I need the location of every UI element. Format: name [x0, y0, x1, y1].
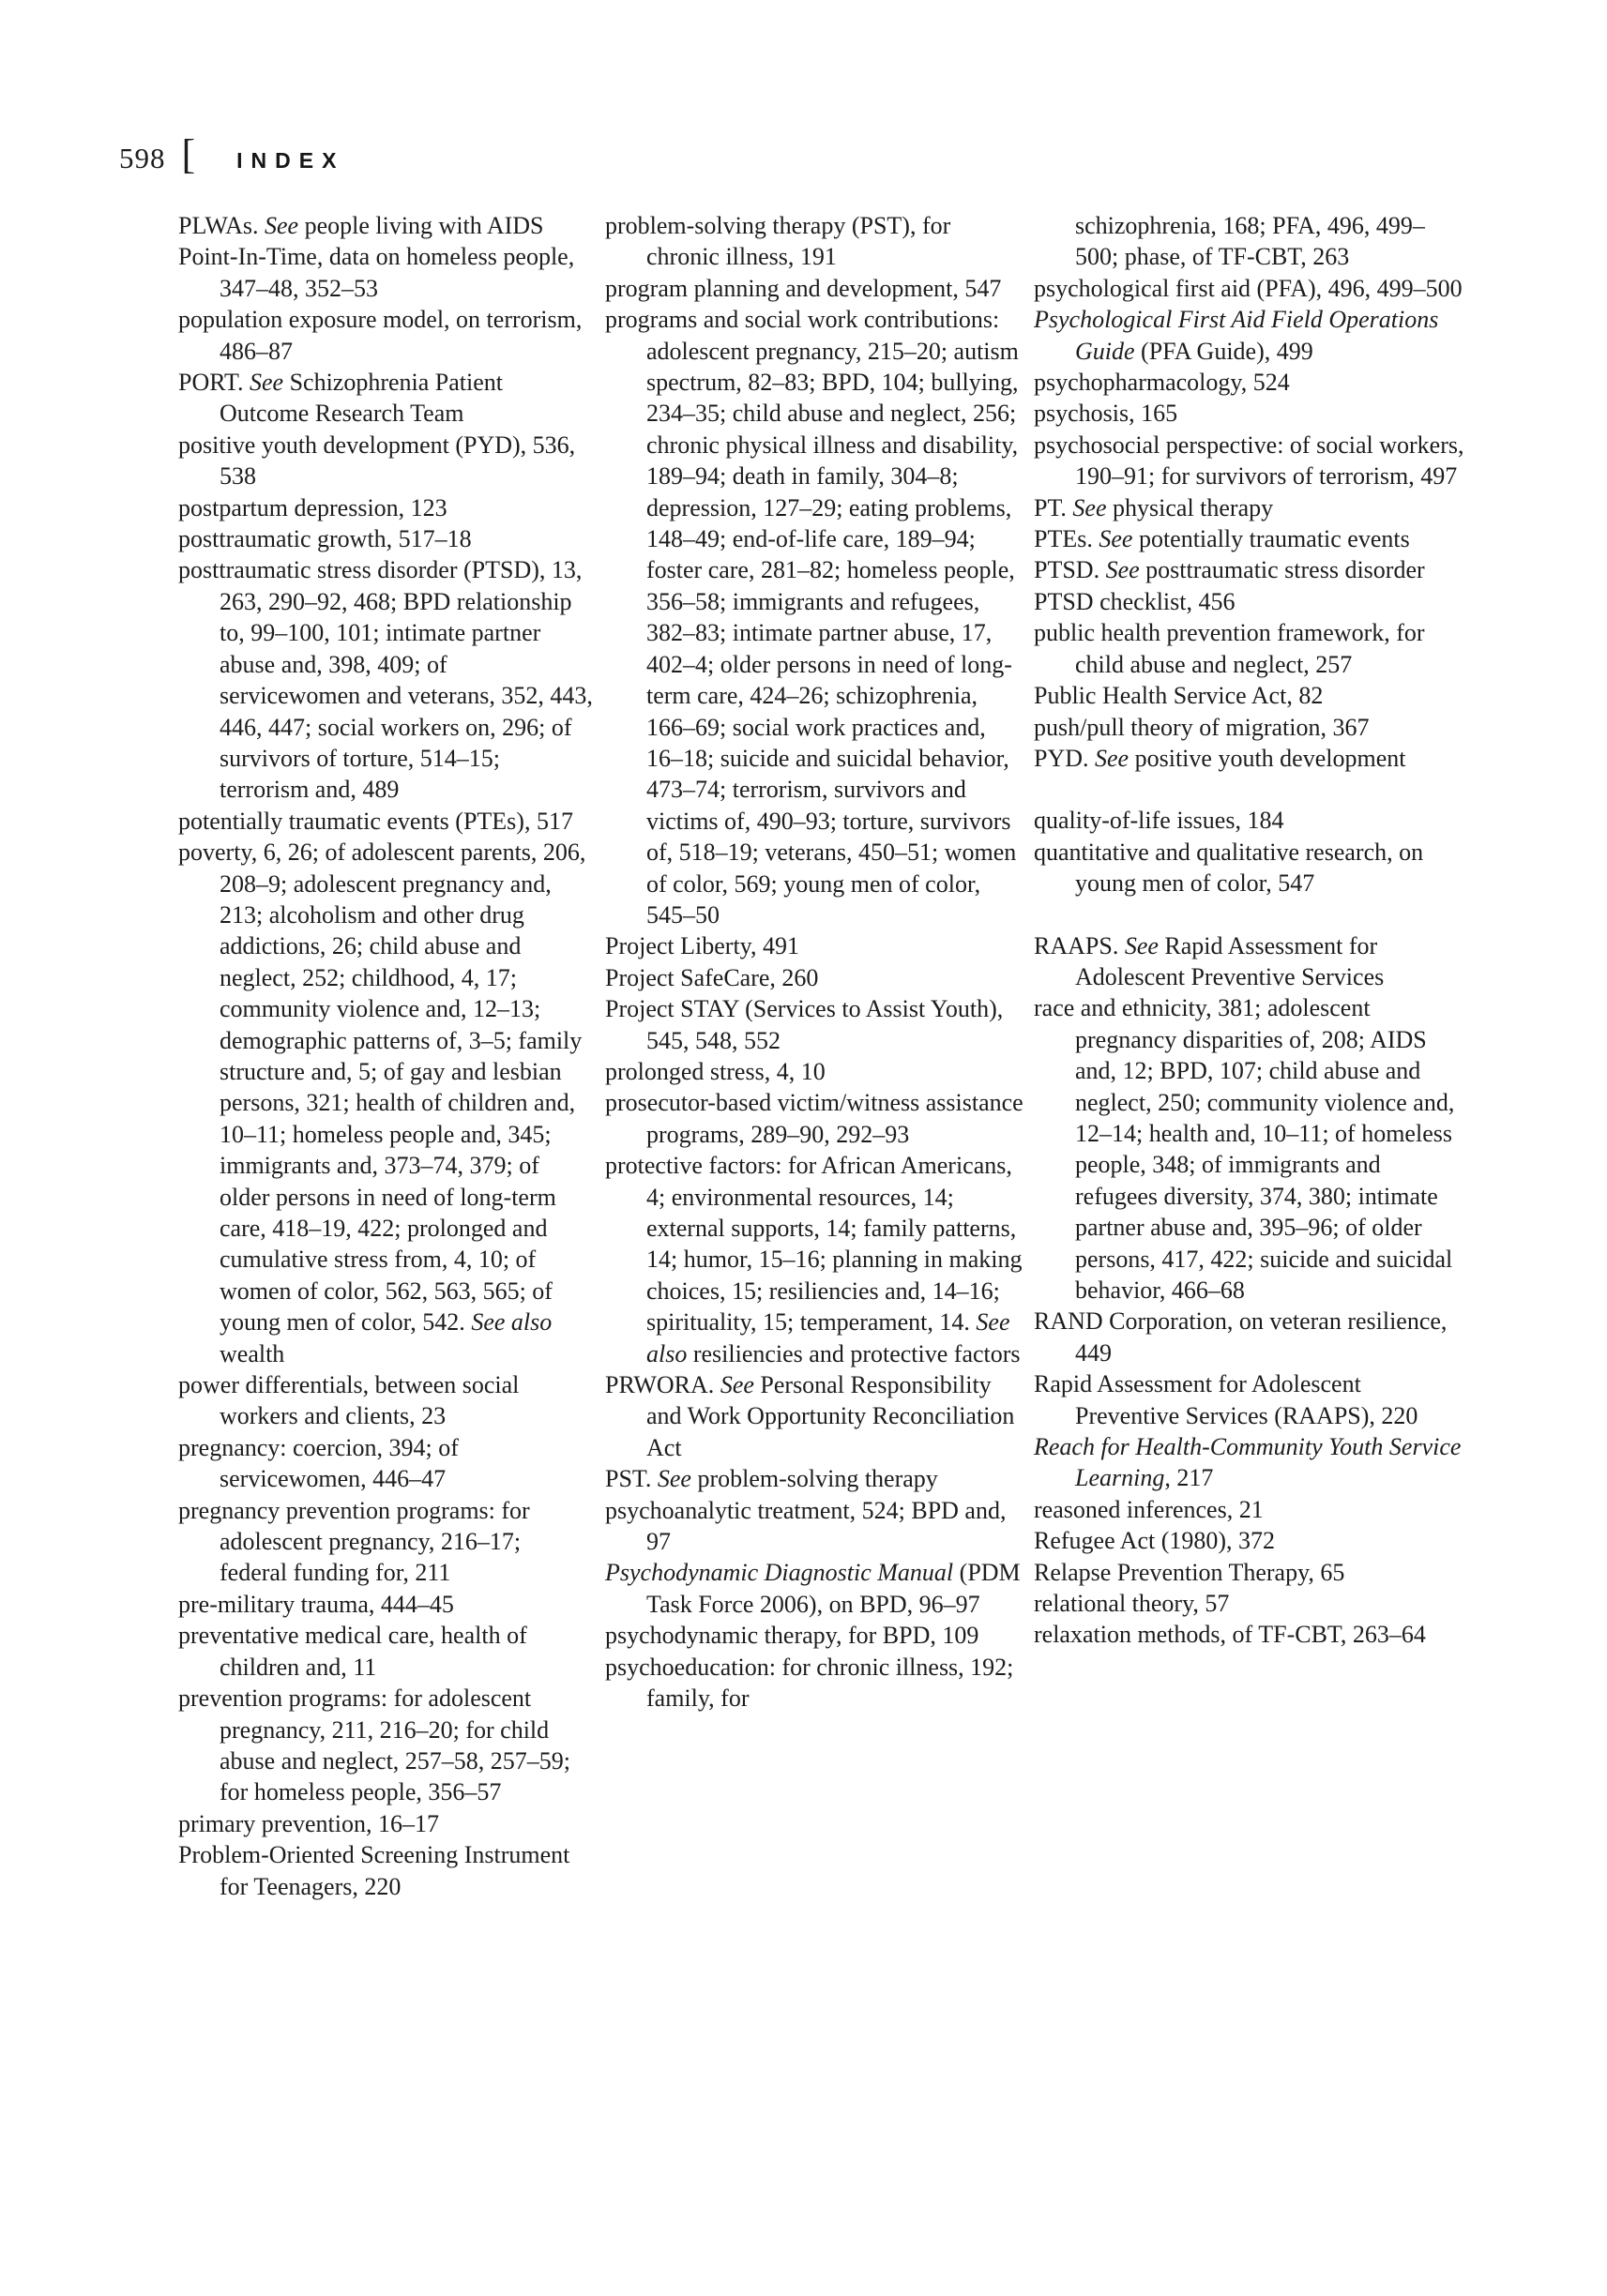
index-entry-text: program planning and development, 547	[605, 274, 1002, 302]
index-entry-text: PORT.	[178, 369, 250, 397]
index-column-1	[178, 210, 594, 1902]
index-entry	[178, 1839, 594, 1902]
index-entry	[1034, 1431, 1465, 1494]
index-entry-text: psychosis, 165	[1034, 400, 1178, 428]
index-entry	[605, 1369, 1025, 1463]
index-entry-text: psychopharmacology, 524	[1034, 369, 1290, 397]
index-entry	[1034, 1494, 1465, 1525]
index-entry	[1034, 712, 1465, 743]
index-entry	[605, 1652, 1025, 1714]
index-entry-text: Point-In-Time, data on homeless people, 347–48, 352–53	[178, 243, 575, 302]
index-entry	[605, 1463, 1025, 1494]
index-entry	[1034, 1588, 1465, 1619]
index-entry	[178, 806, 594, 837]
index-entry	[605, 1087, 1025, 1150]
index-entry-text: PST.	[605, 1465, 658, 1493]
index-entry	[1034, 273, 1465, 304]
index-entry-italic-text: See also	[471, 1308, 553, 1337]
index-entry	[1034, 1557, 1465, 1588]
index-entry-text: (PDM Task Force 2006), on BPD, 96–97	[646, 1559, 1021, 1618]
index-entry	[605, 930, 1025, 961]
index-entry	[1034, 492, 1465, 523]
index-entry	[178, 523, 594, 554]
index-entry-text: psychosocial perspective: of social workers, 190–91; for survivors of terrorism, 497	[1034, 430, 1464, 491]
index-entry	[1034, 523, 1465, 554]
index-entry	[1034, 586, 1465, 617]
index-entry-text: pregnancy prevention programs: for adolescent pregnancy, 216–17; federal funding for, 211	[178, 1496, 530, 1587]
index-entry	[1034, 1368, 1465, 1431]
index-entry-text: psychoeducation: for chronic illness, 192; family, for	[605, 1653, 1014, 1713]
index-entry-text: public health prevention framework, for child abuse and neglect, 257	[1034, 619, 1425, 678]
index-entry	[178, 210, 594, 241]
index-entry-text: PT.	[1034, 493, 1073, 521]
index-entry-text: posttraumatic stress disorder (PTSD), 13, 263, 290–92, 468; BPD relationship to, 99–100, 101; intimate partner abuse and, 398, 409; of servicewomen and veterans, 352, 443, 446, 447; social workers on, 296; of survivors of torture, 514–15; terrorism and, 489	[178, 556, 593, 804]
index-entry	[605, 210, 1025, 273]
index-entry-italic-text: Psychological First Aid Field Operations Guide	[1034, 306, 1439, 365]
index-entry	[1034, 805, 1465, 836]
index-entry-text: prolonged stress, 4, 10	[605, 1057, 826, 1085]
index-entry	[1034, 430, 1465, 492]
index-entry-text: prosecutor-based victim/witness assistance programs, 289–90, 292–93	[605, 1089, 1023, 1148]
index-entry	[178, 837, 594, 1369]
index-entry	[605, 304, 1025, 930]
index-entry-italic-text: See also	[646, 1308, 1010, 1367]
index-entry	[1034, 992, 1465, 1306]
index-entry-italic-text: See	[1095, 744, 1129, 772]
index-entry	[178, 1589, 594, 1620]
index-entry-text: problem-solving therapy (PST), for chronic illness, 191	[605, 212, 951, 271]
index-entry-text: race and ethnicity, 381; adolescent pregnancy disparities of, 208; AIDS and, 12; BPD, 107; child abuse and neglect, 250; community violence and, 12–14; health and, 10–11; of homeless people, 348; of immigrants and refugees diversity, 374, 380; intimate partner abuse and, 395–96; of older persons, 417, 422; suicide and suicidal behavior, 466–68	[1034, 994, 1455, 1304]
index-entry-text: psychoanalytic treatment, 524; BPD and, 97	[605, 1496, 1007, 1556]
index-entry	[1034, 837, 1465, 899]
index-entry-text: poverty, 6, 26; of adolescent parents, 206, 208–9; adolescent pregnancy and, 213; alcoholism and other drug addictions, 26; child abuse and neglect, 252; childhood, 4, 17; community violence and, 12–13; demographic patterns of, 3–5; family structure and, 5; of gay and lesbian persons, 321; health of children and, 10–11; homeless people and, 345; immigrants and, 373–74, 379; of older persons in need of long-term care, 418–19, 422; prolonged and cumulative stress from, 4, 10; of women of color, 562, 563, 565; of young men of color, 542.	[178, 838, 586, 1337]
index-entry-text: programs and social work contributions: adolescent pregnancy, 215–20; autism spectrum, 82–83; BPD, 104; bullying, 234–35; child abuse and neglect, 256; chronic physical illness and disability, 189–94; death in family, 304–8; depression, 127–29; eating problems, 148–49; end-of-life care, 189–94; foster care, 281–82; homeless people, 356–58; immigrants and refugees, 382–83; intimate partner abuse, 17, 402–4; older persons in need of long-term care, 424–26; schizophrenia, 166–69; social work practices and, 16–18; suicide and suicidal behavior, 473–74; terrorism, survivors and victims of, 490–93; torture, survivors of, 518–19; veterans, 450–51; women of color, 569; young men of color, 545–50	[605, 306, 1019, 929]
index-entry	[178, 1620, 594, 1683]
index-entry-text: pre-military trauma, 444–45	[178, 1590, 454, 1618]
index-entry	[1034, 367, 1465, 398]
index-entry-text: psychological first aid (PFA), 496, 499–500	[1034, 274, 1463, 302]
index-entry	[1034, 617, 1465, 680]
index-column-3	[1034, 210, 1465, 1651]
index-entry	[605, 1495, 1025, 1558]
index-entry-text: Rapid Assessment for Adolescent Preventive Services	[1075, 931, 1385, 990]
index-column-2	[605, 210, 1025, 1714]
index-entry-text: push/pull theory of migration, 367	[1034, 713, 1370, 741]
index-entry-text: Project Liberty, 491	[605, 932, 799, 960]
index-entry-text: Problem-Oriented Screening Instrument for Teenagers, 220	[178, 1841, 570, 1900]
index-entry	[178, 241, 594, 304]
index-entry-text: posttraumatic stress disorder	[1139, 556, 1425, 584]
index-entry-text: reasoned inferences, 21	[1034, 1495, 1264, 1523]
header-bracket: [	[181, 131, 196, 177]
page-header	[119, 131, 345, 177]
index-entry	[1034, 210, 1465, 273]
index-entry	[178, 430, 594, 492]
index-entry	[1034, 1525, 1465, 1556]
index-entry-text: , 217	[1164, 1464, 1214, 1492]
index-entry	[1034, 554, 1465, 585]
index-entry-text: Refugee Act (1980), 372	[1034, 1527, 1276, 1555]
index-entry-text: Public Health Service Act, 82	[1034, 682, 1324, 710]
index-entry-text: Project SafeCare, 260	[605, 963, 819, 991]
index-entry	[605, 1056, 1025, 1087]
index-entry-text: prevention programs: for adolescent pregnancy, 211, 216–20; for child abuse and neglect, 257–58, 257–59; for homeless people, 356–57	[178, 1684, 571, 1806]
index-entry-text: (PFA Guide), 499	[1134, 337, 1313, 365]
index-entry-text: potentially traumatic events (PTEs), 517	[178, 807, 573, 835]
index-entry	[178, 1683, 594, 1808]
index-entry-text: quantitative and qualitative research, on young men of color, 547	[1034, 838, 1424, 898]
index-entry-text: Project STAY (Services to Assist Youth), 545, 548, 552	[605, 995, 1004, 1054]
index-entry	[605, 993, 1025, 1056]
index-entry-italic-text: See	[657, 1465, 691, 1493]
index-entry	[178, 1495, 594, 1589]
index-entry-italic-text: See	[264, 212, 299, 239]
index-entry	[1034, 398, 1465, 429]
index-entry	[178, 1369, 594, 1432]
page-number: 598	[119, 142, 166, 174]
index-entry-italic-text: See	[720, 1371, 754, 1399]
index-entry-text: resiliencies and protective factors	[687, 1339, 1021, 1367]
index-entry-text: PTSD.	[1034, 556, 1106, 584]
index-entry-text: population exposure model, on terrorism, 486–87	[178, 306, 583, 365]
index-entry-text: PLWAs.	[178, 212, 265, 239]
index-entry-text: posttraumatic growth, 517–18	[178, 525, 472, 553]
index-entry	[178, 554, 594, 805]
index-entry	[605, 273, 1025, 304]
index-entry	[178, 1808, 594, 1839]
index-entry	[178, 304, 594, 367]
index-entry-text: postpartum depression, 123	[178, 493, 447, 521]
index-entry	[1034, 680, 1465, 711]
index-entry	[1034, 1619, 1465, 1650]
index-entry-text: psychodynamic therapy, for BPD, 109	[605, 1622, 979, 1650]
index-entry	[1034, 304, 1465, 367]
index-entry-text: Relapse Prevention Therapy, 65	[1034, 1558, 1345, 1586]
index-entry-text: positive youth development	[1129, 744, 1406, 772]
index-entry-text: PTSD checklist, 456	[1034, 587, 1236, 615]
index-entry-text: quality-of-life issues, 184	[1034, 807, 1284, 835]
index-entry-text: RAAPS.	[1034, 931, 1125, 959]
index-entry-italic-text: Psychodynamic Diagnostic Manual	[605, 1559, 954, 1587]
index-entry-text: schizophrenia, 168; PFA, 496, 499–500; phase, of TF-CBT, 263	[1075, 212, 1425, 271]
index-entry-italic-text: See	[249, 369, 284, 397]
index-entry	[605, 1557, 1025, 1620]
index-entry-text: physical therapy	[1106, 493, 1274, 521]
index-entry-text: PYD.	[1034, 744, 1096, 772]
index-entry	[1034, 743, 1465, 774]
index-entry-text: Rapid Assessment for Adolescent Preventive Services (RAAPS), 220	[1034, 1370, 1418, 1429]
index-entry-text: PTEs.	[1034, 525, 1099, 553]
index-entry-italic-text: See	[1105, 556, 1140, 584]
index-entry-text: preventative medical care, health of children and, 11	[178, 1622, 527, 1681]
index-entry	[605, 1620, 1025, 1651]
index-entry	[178, 1432, 594, 1495]
index-entry	[178, 492, 594, 523]
index-entry-text: pregnancy: coercion, 394; of servicewomen, 446–47	[178, 1433, 459, 1493]
index-entry-italic-text: See	[1072, 493, 1107, 521]
index-entry-text: positive youth development (PYD), 536, 538	[178, 430, 576, 491]
index-entry-text: relaxation methods, of TF-CBT, 263–64	[1034, 1621, 1426, 1649]
index-entry-italic-text: See	[1099, 525, 1133, 553]
index-entry-text: PRWORA.	[605, 1371, 720, 1399]
index-entry-text: Schizophrenia Patient Outcome Research Team	[220, 369, 503, 428]
index-entry	[1034, 1306, 1465, 1368]
index-entry-italic-text: Reach for Health-Community Youth Service Learning	[1034, 1433, 1462, 1492]
index-entry-text: primary prevention, 16–17	[178, 1809, 439, 1837]
index-entry-text: problem-solving therapy	[690, 1465, 938, 1493]
index-entry	[1034, 930, 1465, 993]
index-entry	[178, 367, 594, 430]
index-entry-text: wealth	[220, 1339, 285, 1367]
index-entry-text: potentially traumatic events	[1132, 525, 1410, 553]
index-entry-text: Personal Responsibility and Work Opportunity Reconciliation Act	[646, 1371, 1015, 1461]
index-entry	[605, 1150, 1025, 1369]
index-entry-text: RAND Corporation, on veteran resilience, 449	[1034, 1307, 1448, 1367]
index-entry-text: people living with AIDS	[298, 212, 544, 239]
index-entry-text: protective factors: for African Americans, 4; environmental resources, 14; external supports, 14; family patterns, 14; humor, 15–16; planning in making choices, 15; resiliencies and, 14–16; spirituality, 15; temperament, 14.	[605, 1152, 1023, 1337]
page-title: INDEX	[236, 148, 345, 173]
index-entry-italic-text: See	[1124, 931, 1159, 959]
index-entry	[605, 962, 1025, 993]
index-entry-text: power differentials, between social workers and clients, 23	[178, 1371, 520, 1430]
index-entry-text: relational theory, 57	[1034, 1590, 1230, 1618]
